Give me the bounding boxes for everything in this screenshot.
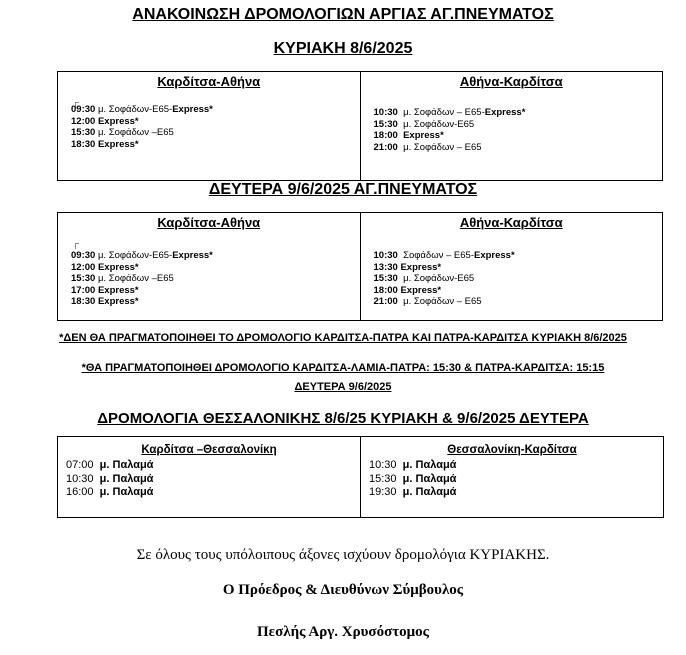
column-heading: Καρδίτσα-Αθήνα: [157, 215, 261, 230]
departure-time: 12:00: [71, 115, 96, 127]
departure-time: 10:30: [369, 459, 397, 471]
route-via: μ. Σοφάδων – Ε65: [397, 296, 482, 307]
column-heading: Αθήνα-Καρδίτσα: [459, 74, 563, 89]
schedule-row: [71, 262, 356, 274]
route-via: μ. Σοφάδων-Ε65-: [95, 104, 173, 115]
departure-time: 18:00: [373, 284, 398, 296]
route-via: μ. Σοφάδων-Ε65: [397, 118, 475, 130]
departure-time: 21:00: [373, 296, 398, 307]
departure-time: 16:00: [66, 486, 94, 498]
sunday-title: ΚΥΡΙΑΚΗ 8/6/2025: [273, 40, 413, 57]
route-via: Σοφάδων – Ε65-: [397, 250, 474, 261]
express-label: Express*: [172, 250, 213, 261]
route-via: μ. Σοφάδων –Ε65: [95, 273, 174, 284]
sunday-karditsa-athens-column: [58, 72, 360, 180]
schedule-rows: [71, 104, 356, 150]
schedule-row: [71, 104, 356, 116]
monday-title: ΔΕΥΤΕΡΑ 9/6/2025 ΑΓ.ΠΝΕΥΜΑΤΟΣ: [208, 181, 478, 198]
sunday-schedule-table: [57, 71, 663, 181]
schedule-row: [374, 273, 659, 285]
schedule-row: [374, 285, 659, 297]
note-no-patra-route: *ΔΕΝ ΘΑ ΠΡΑΓΜΑΤΟΠΟΙΗΘΕΙ ΤΟ ΔΡΟΜΟΛΟΓΙΟ ΚΑΡΔΙΤΣΑ-ΠΑΤΡΑ ΚΑΙ ΠΑΤΡΑ-ΚΑΡΔΙΤΣΑ ΚΥΡΙΑΚΗ 8/6/2025: [59, 332, 627, 344]
schedule-row: [71, 285, 356, 297]
schedule-row: [374, 119, 659, 131]
departure-time: 18:30: [71, 296, 96, 307]
schedule-row: [71, 296, 356, 308]
schedule-row: [71, 273, 356, 285]
schedule-row: [374, 142, 659, 154]
thessaloniki-title: ΔΡΟΜΟΛΟΓΙΑ ΘΕΣΣΑΛΟΝΙΚΗΣ 8/6/25 ΚΥΡΙΑΚΗ & 9/6/2025 ΔΕΥΤΕΡΑ: [97, 410, 589, 427]
thessaloniki-karditsa-column: [360, 437, 663, 517]
route-via: μ. Σοφάδων-Ε65: [397, 273, 475, 284]
column-heading: Θεσσαλονίκη-Καρδίτσα: [447, 444, 577, 456]
departure-time: 18:00: [373, 130, 398, 141]
departure-time: 15:30: [71, 127, 96, 138]
signatory-role: Ο Πρόεδρος & Διευθύνων Σύμβουλος: [222, 582, 464, 598]
route-via: μ. Σοφάδων-Ε65-: [95, 250, 173, 261]
express-label: Express*: [97, 115, 139, 127]
route-via: μ. Σοφάδων –Ε65: [95, 127, 174, 138]
schedule-row: [71, 139, 356, 151]
express-label: Express*: [97, 296, 139, 307]
column-heading: Καρδίτσα-Αθήνα: [157, 74, 261, 89]
schedule-row: [66, 486, 356, 500]
sunday-athens-karditsa-column: [360, 72, 663, 180]
express-label: μ. Παλαμά: [402, 486, 457, 498]
departure-time: 17:00: [71, 284, 96, 296]
departure-time: 07:00: [66, 459, 94, 471]
express-label: Express*: [172, 104, 213, 115]
karditsa-thessaloniki-column: [58, 437, 360, 517]
thessaloniki-schedule-table: [57, 436, 664, 518]
schedule-rows: [374, 107, 659, 153]
schedule-row: [66, 459, 356, 473]
express-label: μ. Παλαμά: [402, 459, 457, 471]
schedule-row: [71, 127, 356, 139]
departure-time: 15:30: [369, 472, 397, 485]
schedule-rows: [66, 459, 356, 500]
departure-time: 15:30: [71, 273, 96, 284]
express-label: Express*: [403, 130, 444, 141]
column-heading: Καρδίτσα –Θεσσαλονίκη: [141, 444, 277, 456]
schedule-row: [66, 473, 356, 487]
express-label: μ. Παλαμά: [99, 486, 154, 498]
departure-time: 10:30: [373, 107, 398, 118]
departure-time: 10:30: [373, 250, 398, 261]
schedule-rows: [71, 250, 356, 308]
departure-time: 18:30: [71, 138, 96, 150]
signatory-name: Πεσλής Αργ. Χρυσόστομος: [257, 624, 429, 640]
express-label: Express*: [473, 250, 515, 261]
schedule-rows: [369, 459, 659, 500]
schedule-row: [374, 130, 659, 142]
page-title: ΑΝΑΚΟΙΝΩΣΗ ΔΡΟΜΟΛΟΓΙΩΝ ΑΡΓΙΑΣ ΑΓ.ΠΝΕΥΜΑΤΟΣ: [132, 6, 554, 23]
departure-time: 13:30: [373, 261, 398, 273]
schedule-row: [374, 262, 659, 274]
schedule-row: [71, 250, 356, 262]
monday-athens-karditsa-column: [360, 213, 663, 320]
tick-mark: [75, 243, 79, 249]
express-label: μ. Παλαμά: [402, 472, 457, 485]
express-label: Express*: [97, 261, 139, 273]
express-label: Express*: [400, 261, 442, 273]
monday-karditsa-athens-column: [58, 213, 360, 320]
departure-time: 15:30: [373, 273, 398, 284]
departure-time: 10:30: [66, 472, 94, 485]
express-label: Express*: [400, 284, 442, 296]
note-lamia-patra-date: ΔΕΥΤΕΡΑ 9/6/2025: [294, 381, 392, 393]
monday-schedule-table: [57, 212, 663, 321]
schedule-rows: [374, 250, 659, 308]
schedule-row: [374, 296, 659, 308]
route-via: μ. Σοφάδων – Ε65-: [397, 107, 485, 118]
schedule-row: [374, 250, 659, 262]
express-label: Express*: [97, 138, 139, 150]
express-label: Express*: [484, 107, 526, 118]
route-via: μ. Σοφάδων – Ε65: [397, 141, 482, 153]
schedule-row: [71, 116, 356, 128]
departure-time: 21:00: [373, 141, 398, 153]
schedule-row: [374, 107, 659, 119]
express-label: μ. Παλαμά: [99, 472, 154, 485]
express-label: μ. Παλαμά: [99, 459, 154, 471]
note-lamia-patra-route: *ΘΑ ΠΡΑΓΜΑΤΟΠΟΙΗΘΕΙ ΔΡΟΜΟΛΟΓΙΟ ΚΑΡΔΙΤΣΑ-ΛΑΜΙΑ-ΠΑΤΡΑ: 15:30 & ΠΑΤΡΑ-ΚΑΡΔΙΤΣΑ: 15:15: [81, 362, 605, 374]
schedule-row: [369, 473, 659, 487]
departure-time: 09:30: [71, 104, 96, 115]
schedule-row: [369, 486, 659, 500]
express-label: Express*: [97, 284, 139, 296]
departure-time: 19:30: [369, 486, 397, 498]
departure-time: 15:30: [373, 118, 398, 130]
departure-time: 12:00: [71, 261, 96, 273]
footer-note: Σε όλους τους υπόλοιπους άξονες ισχύουν δρομολόγια ΚΥΡΙΑΚΗΣ.: [136, 547, 550, 563]
column-heading: Αθήνα-Καρδίτσα: [459, 215, 563, 230]
departure-time: 09:30: [71, 250, 96, 261]
schedule-row: [369, 459, 659, 473]
